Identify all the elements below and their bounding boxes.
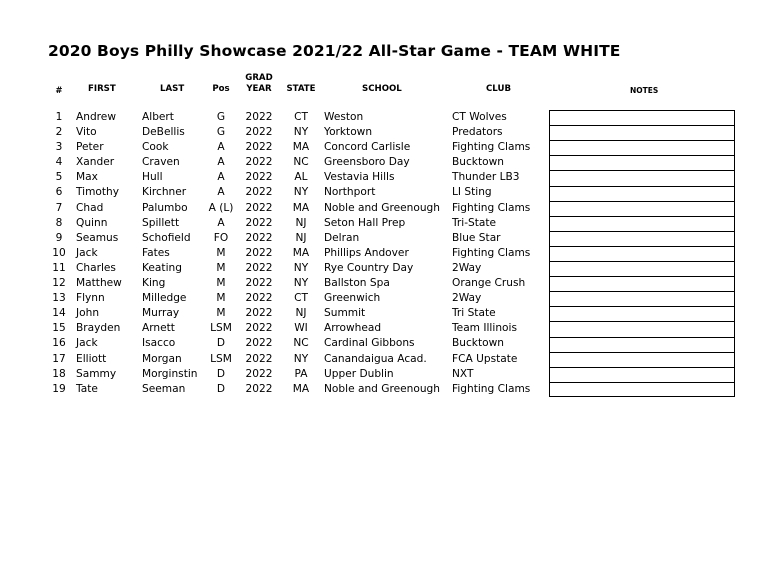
player-last-name: Cook	[142, 141, 169, 154]
notes-row-divider	[550, 321, 734, 322]
player-last-name: Spillett	[142, 216, 180, 229]
player-number: 5	[55, 171, 63, 184]
player-last-name: Schofield	[142, 231, 191, 244]
player-number: 8	[55, 216, 63, 229]
player-state: NY	[293, 277, 309, 290]
player-school: Vestavia Hills	[324, 171, 395, 184]
header-last: LAST	[160, 84, 185, 94]
player-first-name: Chad	[76, 201, 104, 214]
player-last-name: Milledge	[142, 292, 187, 305]
player-club: Predators	[452, 126, 503, 139]
player-school: Seton Hall Prep	[324, 216, 406, 229]
player-grad-year: 2022	[245, 186, 273, 199]
player-grad-year: 2022	[245, 277, 273, 290]
player-position: D	[216, 382, 226, 395]
notes-row-divider	[550, 367, 734, 368]
player-grad-year: 2022	[245, 171, 273, 184]
player-school: Noble and Greenough	[324, 201, 440, 214]
player-state: NC	[293, 337, 309, 350]
player-first-name: Brayden	[76, 322, 121, 335]
player-first-name: John	[76, 307, 100, 320]
player-grad-year: 2022	[245, 126, 273, 139]
notes-row-divider	[550, 201, 734, 202]
notes-row-divider	[550, 231, 734, 232]
player-grad-year: 2022	[245, 111, 273, 123]
player-state: WI	[294, 322, 308, 335]
player-school: Weston	[324, 111, 364, 123]
player-state: NY	[293, 186, 309, 199]
player-last-name: Hull	[142, 171, 163, 184]
player-last-name: Arnett	[142, 322, 175, 335]
player-club: Tri State	[452, 307, 496, 320]
player-state: NY	[293, 261, 309, 274]
header-state: STATE	[286, 84, 316, 94]
player-grad-year: 2022	[245, 382, 273, 395]
player-position: M	[216, 277, 226, 290]
player-last-name: Isacco	[142, 337, 176, 350]
player-school: Canandaigua Acad.	[324, 352, 427, 365]
player-school: Concord Carlisle	[324, 141, 411, 154]
player-school: Delran	[324, 231, 360, 244]
player-last-name: Morgan	[142, 352, 182, 365]
player-first-name: Matthew	[76, 277, 122, 290]
player-school: Greensboro Day	[324, 156, 410, 169]
player-number: 2	[55, 126, 63, 139]
player-number: 12	[52, 277, 66, 290]
player-club: Fighting Clams	[452, 246, 531, 259]
header-school: SCHOOL	[362, 84, 402, 94]
player-first-name: Timothy	[76, 186, 120, 199]
player-grad-year: 2022	[245, 201, 273, 214]
player-school: Yorktown	[324, 126, 373, 139]
player-last-name: Seeman	[142, 382, 186, 395]
player-club: Blue Star	[452, 231, 501, 244]
player-number: 19	[52, 382, 66, 395]
player-school: Arrowhead	[324, 322, 382, 335]
notes-row-divider	[550, 276, 734, 277]
player-number: 4	[55, 156, 63, 169]
player-number: 11	[52, 261, 66, 274]
player-first-name: Seamus	[76, 231, 119, 244]
header-grad-year-line1: GRAD	[245, 73, 273, 83]
player-state: NY	[293, 126, 309, 139]
player-club: Team Illinois	[452, 322, 517, 335]
player-grad-year: 2022	[245, 292, 273, 305]
player-school: Greenwich	[324, 292, 381, 305]
player-grad-year: 2022	[245, 261, 273, 274]
notes-row-divider	[550, 306, 734, 307]
player-number: 7	[55, 201, 63, 214]
player-first-name: Xander	[76, 156, 115, 169]
header-grad-year-line2: YEAR	[246, 84, 272, 94]
player-first-name: Quinn	[76, 216, 108, 229]
player-last-name: Craven	[142, 156, 180, 169]
player-number: 13	[52, 292, 66, 305]
player-number: 15	[52, 322, 66, 335]
notes-row-divider	[550, 261, 734, 262]
player-club: Fighting Clams	[452, 141, 531, 154]
player-position: M	[216, 307, 226, 320]
player-grad-year: 2022	[245, 367, 273, 380]
player-position: M	[216, 246, 226, 259]
player-grad-year: 2022	[245, 156, 273, 169]
player-position: A	[217, 156, 225, 169]
player-last-name: Fates	[142, 246, 170, 259]
player-last-name: Morginstin	[142, 367, 198, 380]
player-state: NJ	[295, 307, 307, 320]
player-state: NY	[293, 352, 309, 365]
player-number: 9	[55, 231, 63, 244]
player-position: LSM	[210, 352, 232, 365]
player-number: 17	[52, 352, 66, 365]
player-position: M	[216, 292, 226, 305]
player-position: G	[216, 126, 226, 139]
player-school: Ballston Spa	[324, 277, 390, 290]
player-school: Rye Country Day	[324, 261, 414, 274]
header-num: #	[55, 86, 63, 96]
player-state: NJ	[295, 216, 307, 229]
player-first-name: Vito	[76, 126, 97, 139]
player-school: Noble and Greenough	[324, 382, 440, 395]
player-last-name: DeBellis	[142, 126, 185, 139]
player-number: 10	[52, 246, 66, 259]
player-last-name: King	[142, 277, 166, 290]
notes-row-divider	[550, 382, 734, 383]
player-club: Fighting Clams	[452, 382, 531, 395]
player-club: CT Wolves	[452, 111, 507, 123]
player-school: Cardinal Gibbons	[324, 337, 415, 350]
player-number: 6	[55, 186, 63, 199]
notes-row-divider	[550, 291, 734, 292]
header-pos: Pos	[212, 84, 230, 94]
player-first-name: Max	[76, 171, 98, 184]
player-club: NXT	[452, 367, 474, 380]
player-club: LI Sting	[452, 186, 492, 199]
header-notes: NOTES	[630, 86, 659, 95]
player-first-name: Flynn	[76, 292, 105, 305]
player-position: M	[216, 261, 226, 274]
player-club: Bucktown	[452, 337, 504, 350]
player-state: NJ	[295, 231, 307, 244]
page-title: 2020 Boys Philly Showcase 2021/22 All-Star Game - TEAM WHITE	[48, 42, 621, 60]
player-number: 1	[55, 111, 63, 123]
player-school: Northport	[324, 186, 376, 199]
player-position: A	[217, 171, 225, 184]
player-grad-year: 2022	[245, 352, 273, 365]
player-grad-year: 2022	[245, 216, 273, 229]
notes-row-divider	[550, 140, 734, 141]
player-grad-year: 2022	[245, 141, 273, 154]
player-first-name: Andrew	[76, 111, 116, 123]
player-state: AL	[294, 171, 308, 184]
header-first: FIRST	[88, 84, 116, 94]
player-grad-year: 2022	[245, 231, 273, 244]
player-school: Summit	[324, 307, 366, 320]
player-position: A	[217, 186, 225, 199]
player-position: FO	[213, 231, 229, 244]
notes-row-divider	[550, 216, 734, 217]
player-position: D	[216, 367, 226, 380]
player-school: Phillips Andover	[324, 246, 409, 259]
notes-row-divider	[550, 186, 734, 187]
player-first-name: Elliott	[76, 352, 107, 365]
player-position: LSM	[210, 322, 232, 335]
player-state: CT	[294, 292, 308, 305]
header-club: CLUB	[486, 84, 512, 94]
player-first-name: Jack	[76, 246, 98, 259]
player-club: Thunder LB3	[452, 171, 520, 184]
player-last-name: Murray	[142, 307, 180, 320]
player-state: MA	[292, 246, 310, 259]
notes-row-divider	[550, 246, 734, 247]
player-club: Orange Crush	[452, 277, 526, 290]
player-state: NC	[293, 156, 309, 169]
player-club: FCA Upstate	[452, 352, 518, 365]
notes-row-divider	[550, 125, 734, 126]
player-grad-year: 2022	[245, 246, 273, 259]
notes-row-divider	[550, 337, 734, 338]
player-first-name: Sammy	[76, 367, 117, 380]
player-club: Bucktown	[452, 156, 504, 169]
player-state: MA	[292, 382, 310, 395]
player-club: Tri-State	[452, 216, 497, 229]
player-grad-year: 2022	[245, 307, 273, 320]
player-last-name: Kirchner	[142, 186, 187, 199]
player-state: CT	[294, 111, 308, 123]
player-number: 18	[52, 367, 66, 380]
player-number: 16	[52, 337, 66, 350]
player-school: Upper Dublin	[324, 367, 394, 380]
player-first-name: Peter	[76, 141, 104, 154]
player-last-name: Albert	[142, 111, 174, 123]
player-position: A	[217, 141, 225, 154]
player-last-name: Palumbo	[142, 201, 188, 214]
notes-row-divider	[550, 155, 734, 156]
player-first-name: Charles	[76, 261, 116, 274]
player-first-name: Tate	[76, 382, 98, 395]
player-state: MA	[292, 141, 310, 154]
notes-row-divider	[550, 352, 734, 353]
player-grad-year: 2022	[245, 337, 273, 350]
player-last-name: Keating	[142, 261, 182, 274]
player-grad-year: 2022	[245, 322, 273, 335]
player-position: G	[216, 111, 226, 123]
player-first-name: Jack	[76, 337, 98, 350]
player-position: A	[217, 216, 225, 229]
player-club: 2Way	[452, 292, 482, 305]
player-club: Fighting Clams	[452, 201, 531, 214]
player-position: D	[216, 337, 226, 350]
player-state: MA	[292, 201, 310, 214]
notes-row-divider	[550, 170, 734, 171]
player-state: PA	[294, 367, 308, 380]
player-number: 14	[52, 307, 66, 320]
notes-column	[549, 110, 735, 397]
player-position: A (L)	[208, 201, 234, 214]
player-club: 2Way	[452, 261, 482, 274]
player-number: 3	[55, 141, 63, 154]
